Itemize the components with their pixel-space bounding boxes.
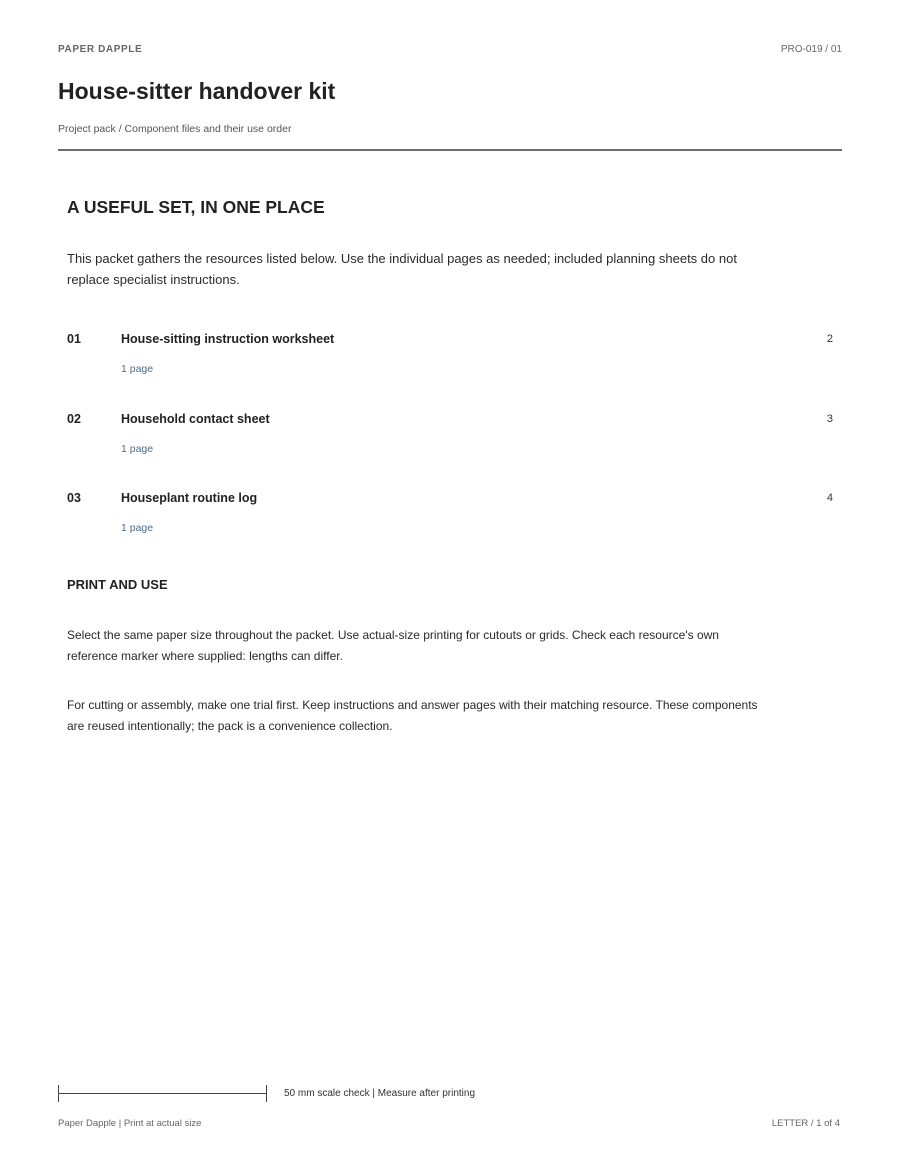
contents-item bbox=[67, 332, 833, 382]
brand-name: PAPER DAPPLE bbox=[58, 44, 143, 55]
print-paragraph: For cutting or assembly, make one trial first. Keep instructions and answer pages with their matching resource. These components are reused intentionally; the pack is a convenience collection. bbox=[67, 698, 758, 733]
document-code: PRO-019 / 01 bbox=[780, 44, 842, 55]
item-page-number: 2 bbox=[826, 333, 833, 345]
item-page-count: 1 page bbox=[121, 443, 154, 455]
print-paragraph: Select the same paper size throughout the packet. Use actual-size printing for cutouts or grids. Check each resource's own reference marker where supplied: lengths can differ. bbox=[67, 628, 719, 663]
item-number: 01 bbox=[67, 332, 81, 346]
footer-note: Paper Dapple | Print at actual size bbox=[58, 1118, 202, 1129]
footer-page-info: LETTER / 1 of 4 bbox=[771, 1118, 840, 1129]
page-title: House-sitter handover kit bbox=[58, 78, 336, 104]
scale-line bbox=[58, 1093, 267, 1094]
print-heading: PRINT AND USE bbox=[67, 577, 168, 592]
item-page-number: 3 bbox=[826, 413, 833, 425]
scale-tick bbox=[266, 1085, 267, 1102]
item-page-count: 1 page bbox=[121, 363, 154, 375]
item-title: House-sitting instruction worksheet bbox=[121, 332, 335, 346]
item-title: Household contact sheet bbox=[121, 412, 270, 426]
contents-item bbox=[67, 491, 833, 541]
item-page-count: 1 page bbox=[121, 522, 154, 534]
page-subtitle: Project pack / Component files and their use order bbox=[58, 123, 292, 135]
item-title: Houseplant routine log bbox=[121, 491, 258, 505]
scale-check-label: 50 mm scale check | Measure after printing bbox=[284, 1088, 476, 1099]
item-number: 03 bbox=[67, 491, 81, 505]
intro-text: This packet gathers the resources listed below. Use the individual pages as needed; included planning sheets do not replace specialist instructions. bbox=[67, 251, 737, 287]
intro-heading: A USEFUL SET, IN ONE PLACE bbox=[67, 197, 325, 217]
contents-item bbox=[67, 412, 833, 462]
item-number: 02 bbox=[67, 412, 81, 426]
header-divider bbox=[58, 149, 842, 151]
item-page-number: 4 bbox=[826, 492, 833, 504]
scale-check-bar bbox=[58, 1085, 267, 1102]
